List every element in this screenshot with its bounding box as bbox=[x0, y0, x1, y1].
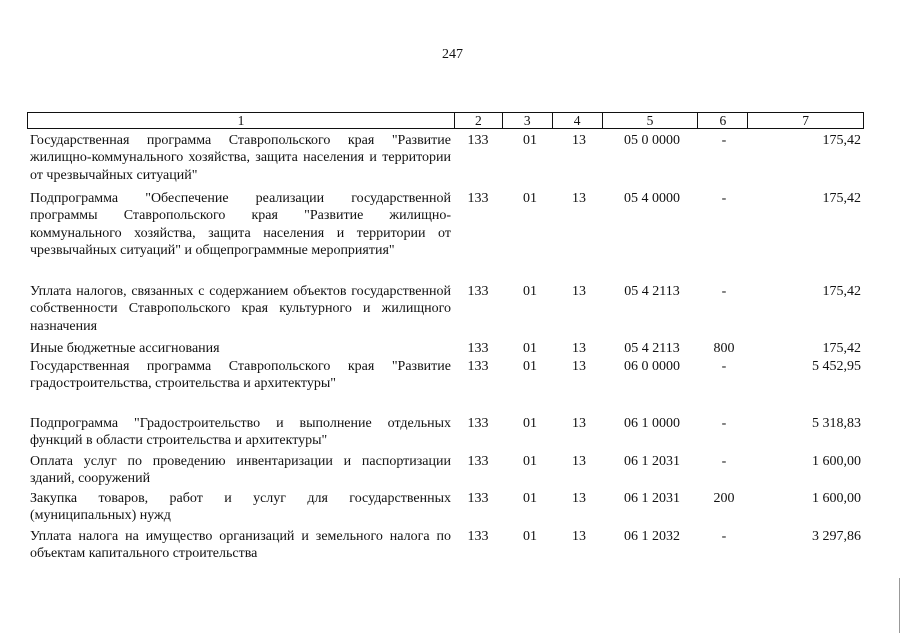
row-description: Государственная программа Ставропольского края "Развитие жилищно-коммунального хозяйства, защита населения и территории от чрезвычайных ситуаций" bbox=[30, 133, 451, 183]
table-row bbox=[27, 340, 864, 357]
row-target-article: 06 1 2032 bbox=[624, 529, 680, 544]
row-expense-type: - bbox=[721, 529, 727, 544]
row-amount: 1 600,00 bbox=[812, 454, 861, 469]
row-amount: 1 600,00 bbox=[812, 491, 861, 506]
row-section: 01 bbox=[523, 416, 537, 431]
row-target-article: 06 1 0000 bbox=[624, 416, 680, 431]
header-col-1: 1 bbox=[28, 113, 455, 128]
row-subsection: 13 bbox=[572, 191, 586, 206]
row-section: 01 bbox=[523, 359, 537, 374]
row-code: 133 bbox=[467, 284, 489, 299]
row-code: 133 bbox=[467, 454, 489, 469]
row-expense-type: - bbox=[721, 416, 727, 431]
row-subsection: 13 bbox=[572, 284, 586, 299]
header-col-4: 4 bbox=[553, 113, 603, 128]
row-expense-type: - bbox=[721, 454, 727, 469]
header-col-3: 3 bbox=[503, 113, 553, 128]
row-code: 133 bbox=[467, 491, 489, 506]
table-header bbox=[27, 112, 864, 129]
row-subsection: 13 bbox=[572, 491, 586, 506]
table-row bbox=[27, 283, 864, 335]
table-row bbox=[27, 453, 864, 488]
row-description: Оплата услуг по проведению инвентаризации и паспортизации зданий, сооружений bbox=[30, 454, 451, 487]
row-code: 133 bbox=[467, 359, 489, 374]
row-target-article: 05 4 2113 bbox=[624, 341, 680, 356]
row-code: 133 bbox=[467, 191, 489, 206]
row-target-article: 06 0 0000 bbox=[624, 359, 680, 374]
row-section: 01 bbox=[523, 454, 537, 469]
row-subsection: 13 bbox=[572, 416, 586, 431]
table-row bbox=[27, 490, 864, 525]
row-code: 133 bbox=[467, 341, 489, 356]
table-row bbox=[27, 528, 864, 563]
row-description: Уплата налогов, связанных с содержанием объектов государственной собственности Ставропольского края культурного и жилищного назначения bbox=[30, 284, 451, 334]
table-row bbox=[27, 415, 864, 450]
header-col-2: 2 bbox=[455, 113, 503, 128]
row-amount: 5 452,95 bbox=[812, 359, 861, 374]
row-target-article: 05 4 2113 bbox=[624, 284, 680, 299]
row-amount: 175,42 bbox=[822, 341, 861, 356]
table-row bbox=[27, 358, 864, 393]
row-expense-type: - bbox=[721, 133, 727, 148]
row-section: 01 bbox=[523, 284, 537, 299]
row-subsection: 13 bbox=[572, 454, 586, 469]
row-target-article: 06 1 2031 bbox=[624, 454, 680, 469]
row-code: 133 bbox=[467, 416, 489, 431]
row-expense-type: - bbox=[721, 359, 727, 374]
row-description: Закупка товаров, работ и услуг для государственных (муниципальных) нужд bbox=[30, 491, 451, 524]
row-expense-type: - bbox=[721, 191, 727, 206]
row-section: 01 bbox=[523, 491, 537, 506]
row-amount: 175,42 bbox=[822, 191, 861, 206]
header-col-5: 5 bbox=[603, 113, 699, 128]
row-amount: 3 297,86 bbox=[812, 529, 861, 544]
row-subsection: 13 bbox=[572, 359, 586, 374]
row-section: 01 bbox=[523, 191, 537, 206]
row-target-article: 05 0 0000 bbox=[624, 133, 680, 148]
row-section: 01 bbox=[523, 529, 537, 544]
row-description: Уплата налога на имущество организаций и земельного налога по объектам капитального строительства bbox=[30, 529, 451, 562]
row-expense-type: 200 bbox=[713, 491, 735, 506]
row-subsection: 13 bbox=[572, 341, 586, 356]
row-expense-type: - bbox=[721, 284, 727, 299]
header-col-7: 7 bbox=[802, 113, 809, 128]
row-subsection: 13 bbox=[572, 133, 586, 148]
row-code: 133 bbox=[467, 133, 489, 148]
scan-edge-mark bbox=[899, 578, 900, 633]
row-description: Подпрограмма "Градостроительство и выполнение отдельных функций в области строительства и архитектуры" bbox=[30, 416, 451, 449]
table-row bbox=[27, 190, 864, 259]
header-col-6: 6 bbox=[698, 113, 748, 128]
page-number: 247 bbox=[442, 47, 463, 62]
row-amount: 5 318,83 bbox=[812, 416, 861, 431]
row-description: Государственная программа Ставропольского края "Развитие градостроительства, строительства и архитектуры" bbox=[30, 359, 451, 392]
row-section: 01 bbox=[523, 341, 537, 356]
row-section: 01 bbox=[523, 133, 537, 148]
row-subsection: 13 bbox=[572, 529, 586, 544]
row-target-article: 05 4 0000 bbox=[624, 191, 680, 206]
row-amount: 175,42 bbox=[822, 284, 861, 299]
row-amount: 175,42 bbox=[822, 133, 861, 148]
row-target-article: 06 1 2031 bbox=[624, 491, 680, 506]
row-description: Иные бюджетные ассигнования bbox=[30, 341, 220, 356]
table-row bbox=[27, 132, 864, 184]
row-code: 133 bbox=[467, 529, 489, 544]
row-description: Подпрограмма "Обеспечение реализации государственной программы Ставропольского края "Развитие жилищно-коммунального хозяйства, защита населения и территории от чрезвычайных ситуаций" и общепрограммные мероприятия" bbox=[30, 191, 451, 258]
row-expense-type: 800 bbox=[713, 341, 735, 356]
